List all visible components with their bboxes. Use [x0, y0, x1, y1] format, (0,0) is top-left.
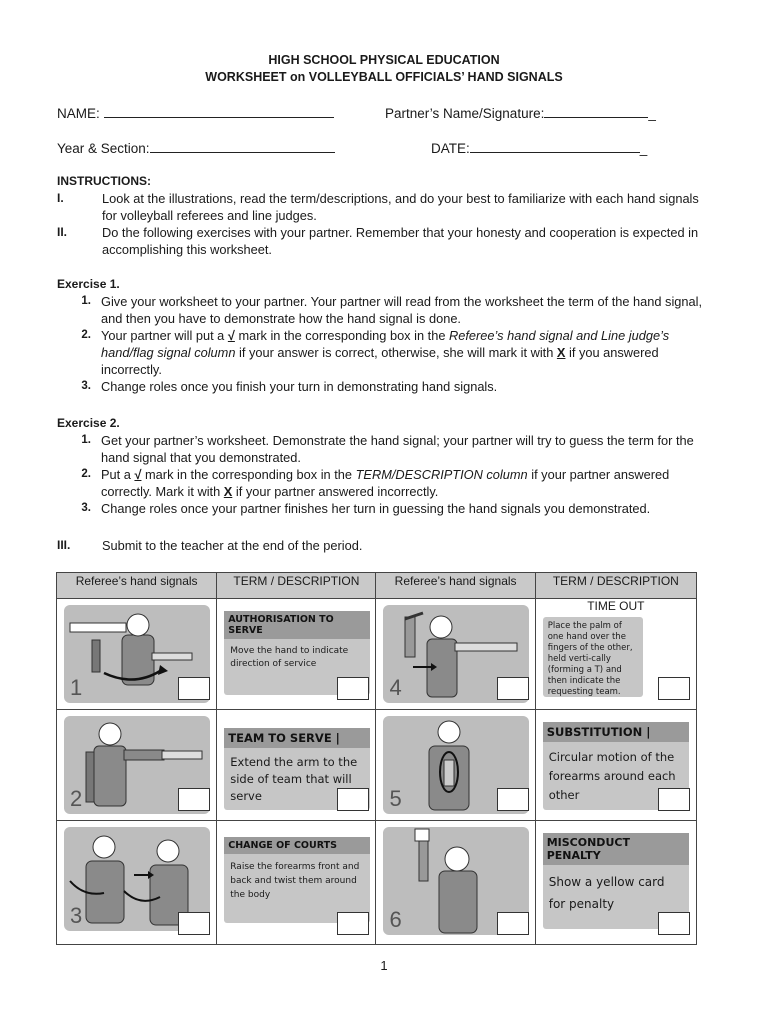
exercise1-step3-text: Change roles once you finish your turn in demonstrating hand signals. — [101, 379, 498, 394]
answer-checkbox[interactable] — [178, 788, 210, 811]
ex2-s2c: if your partner answered correctly. Mark it with — [101, 467, 670, 499]
term-description: Move the hand to indicate direction of service — [230, 646, 349, 669]
exercise2-step3-num: 3. — [81, 502, 91, 514]
exercise1-step1-text: Give your worksheet to your partner. Your partner will read from the worksheet the term of the hand signal, and then you have to demonstrate how the hand signal is done. — [101, 294, 703, 326]
answer-checkbox[interactable] — [658, 788, 690, 811]
ex2-s2d: if your partner answered incorrectly. — [232, 484, 439, 499]
term-cell — [217, 821, 376, 945]
name-label: NAME: — [57, 106, 100, 121]
name-line[interactable] — [104, 104, 334, 118]
exercise2-title: Exercise 2. — [57, 416, 120, 430]
answer-checkbox[interactable] — [178, 677, 210, 700]
exercise2-step1 — [57, 432, 717, 466]
exercise1-step2 — [57, 327, 717, 378]
instruction-iii — [57, 537, 717, 554]
signal-image-cell — [57, 710, 217, 821]
signal-number: 3 — [70, 903, 83, 928]
ex2-s2-italic: TERM/DESCRIPTION column — [355, 467, 528, 482]
term-cell — [217, 710, 376, 821]
date-tail: _ — [639, 141, 648, 156]
year-section-field[interactable] — [57, 139, 335, 156]
signal-number: 1 — [70, 675, 83, 700]
partner-label: Partner’s Name/Signature: — [385, 106, 545, 121]
worksheet-title-line2: WORKSHEET on VOLLEYBALL OFFICIALS’ HAND SIGNALS — [205, 70, 563, 84]
ex1-s2b: mark in the corresponding box in the — [234, 328, 450, 343]
answer-checkbox[interactable] — [337, 677, 369, 700]
worksheet-title-line1: HIGH SCHOOL PHYSICAL EDUCATION — [268, 53, 500, 67]
signal-image-cell — [57, 599, 217, 710]
exercise2-step3-text: Change roles once your partner finishes her turn in guessing the hand signals you demonstrated. — [101, 501, 651, 516]
col-referee-signals-1: Referee’s hand signals — [57, 573, 217, 599]
term-cell — [535, 710, 696, 821]
term-card — [224, 837, 370, 923]
col-referee-signals-2: Referee’s hand signals — [376, 573, 535, 599]
col-term-description-1: TERM / DESCRIPTION — [217, 573, 376, 599]
partner-line[interactable] — [544, 104, 648, 118]
ex1-s2c: if your answer is correct, otherwise, she will mark it with — [235, 345, 557, 360]
answer-checkbox[interactable] — [658, 677, 690, 700]
exercise1-title: Exercise 1. — [57, 277, 120, 291]
exercise2-step2-text — [101, 466, 717, 500]
exercise2-step2 — [57, 466, 717, 500]
instruction-i-text: Look at the illustrations, read the term/descriptions, and do your best to familiarize with each hand signals for volleyball referees and line judges. — [102, 191, 699, 223]
year-line[interactable] — [150, 139, 335, 153]
check-mark-symbol: √ — [227, 328, 235, 343]
table-row — [57, 821, 697, 945]
instructions-section — [57, 173, 717, 258]
answer-checkbox[interactable] — [658, 912, 690, 935]
ex1-s2a: Your partner will put a — [101, 328, 228, 343]
year-label: Year & Section: — [57, 141, 150, 156]
partner-field[interactable] — [385, 104, 656, 121]
term-title: CHANGE OF COURTS — [224, 837, 370, 854]
term-description: Raise the forearms front and back and twist them around the body — [230, 862, 360, 900]
instruction-i — [57, 190, 717, 224]
check-mark-symbol: √ — [134, 467, 142, 482]
term-title: TEAM TO SERVE | — [224, 728, 370, 748]
exercise1-step3-num: 3. — [81, 380, 91, 392]
instruction-ii-num: II. — [57, 225, 68, 239]
instruction-iii-num: III. — [57, 538, 71, 552]
instruction-iii-text: Submit to the teacher at the end of the period. — [102, 538, 363, 553]
exercise1-step1 — [57, 293, 717, 327]
term-cell — [217, 599, 376, 710]
date-field[interactable] — [431, 139, 647, 156]
name-field[interactable] — [57, 104, 334, 121]
answer-checkbox[interactable] — [497, 912, 529, 935]
exercise2-section — [57, 415, 717, 517]
x-mark-symbol: X — [223, 484, 233, 499]
instruction-ii-text: Do the following exercises with your partner. Remember that your honesty and cooperation is expected in accomplishing this worksheet. — [102, 225, 699, 257]
date-label: DATE: — [431, 141, 470, 156]
signal-number: 2 — [70, 786, 83, 811]
exercise2-step3 — [57, 500, 717, 517]
table-row — [57, 710, 697, 821]
signal-image-cell — [376, 599, 535, 710]
term-title: TIME OUT — [587, 599, 645, 613]
term-title: AUTHORISATION TO SERVE — [224, 611, 370, 639]
signal-image-cell — [376, 710, 535, 821]
term-description: Circular motion of the forearms around each other — [548, 750, 676, 802]
ex1-s2d: if you answered incorrectly. — [101, 345, 659, 377]
answer-checkbox[interactable] — [337, 912, 369, 935]
instruction-ii — [57, 224, 717, 258]
exercise2-step2-num: 2. — [81, 468, 91, 480]
page-number: 1 — [380, 958, 388, 973]
signal-number: 6 — [389, 907, 402, 932]
answer-checkbox[interactable] — [497, 788, 529, 811]
instruction-i-num: I. — [57, 191, 64, 205]
table-row — [57, 599, 697, 710]
term-description: Extend the arm to the side of team that will serve — [230, 755, 358, 803]
hand-signals-table — [56, 572, 697, 945]
ex2-s2a: Put a — [101, 467, 135, 482]
date-line[interactable] — [470, 139, 640, 153]
exercise1-step1-num: 1. — [81, 295, 91, 307]
table-header-row — [57, 573, 697, 599]
term-title: SUBSTITUTION | — [543, 722, 689, 742]
exercise1-step3 — [57, 378, 717, 395]
partner-tail: _ — [648, 106, 656, 121]
col-term-description-2: TERM / DESCRIPTION — [535, 573, 696, 599]
exercise1-step2-num: 2. — [81, 329, 91, 341]
exercise1-section — [57, 276, 717, 395]
term-card — [543, 617, 643, 697]
instructions-title: INSTRUCTIONS: — [57, 174, 151, 188]
term-title: MISCONDUCT PENALTY — [543, 833, 689, 865]
term-description: Place the palm of one hand over the fingers of the other, held verti-cally (forming a T) and then indicate the requesting team. — [547, 621, 633, 697]
x-mark-symbol: X — [556, 345, 566, 360]
ex1-s2-italic: Referee’s hand signal and Line judge’s hand/flag signal column — [101, 328, 670, 360]
answer-checkbox[interactable] — [178, 912, 210, 935]
signal-number: 4 — [389, 675, 402, 700]
ex2-s2b: mark in the corresponding box in the — [141, 467, 356, 482]
signal-image-cell — [376, 821, 535, 945]
term-description: Show a yellow card for penalty — [548, 875, 665, 911]
signal-number: 5 — [389, 786, 402, 811]
answer-checkbox[interactable] — [337, 788, 369, 811]
exercise2-step1-text: Get your partner’s worksheet. Demonstrate the hand signal; your partner will try to guess the term for the hand signal that you demonstrated. — [101, 433, 694, 465]
signal-image-cell — [57, 821, 217, 945]
answer-checkbox[interactable] — [497, 677, 529, 700]
exercise2-step1-num: 1. — [81, 434, 91, 446]
term-cell — [535, 821, 696, 945]
term-cell — [535, 599, 696, 710]
exercise1-step2-text — [101, 327, 717, 378]
